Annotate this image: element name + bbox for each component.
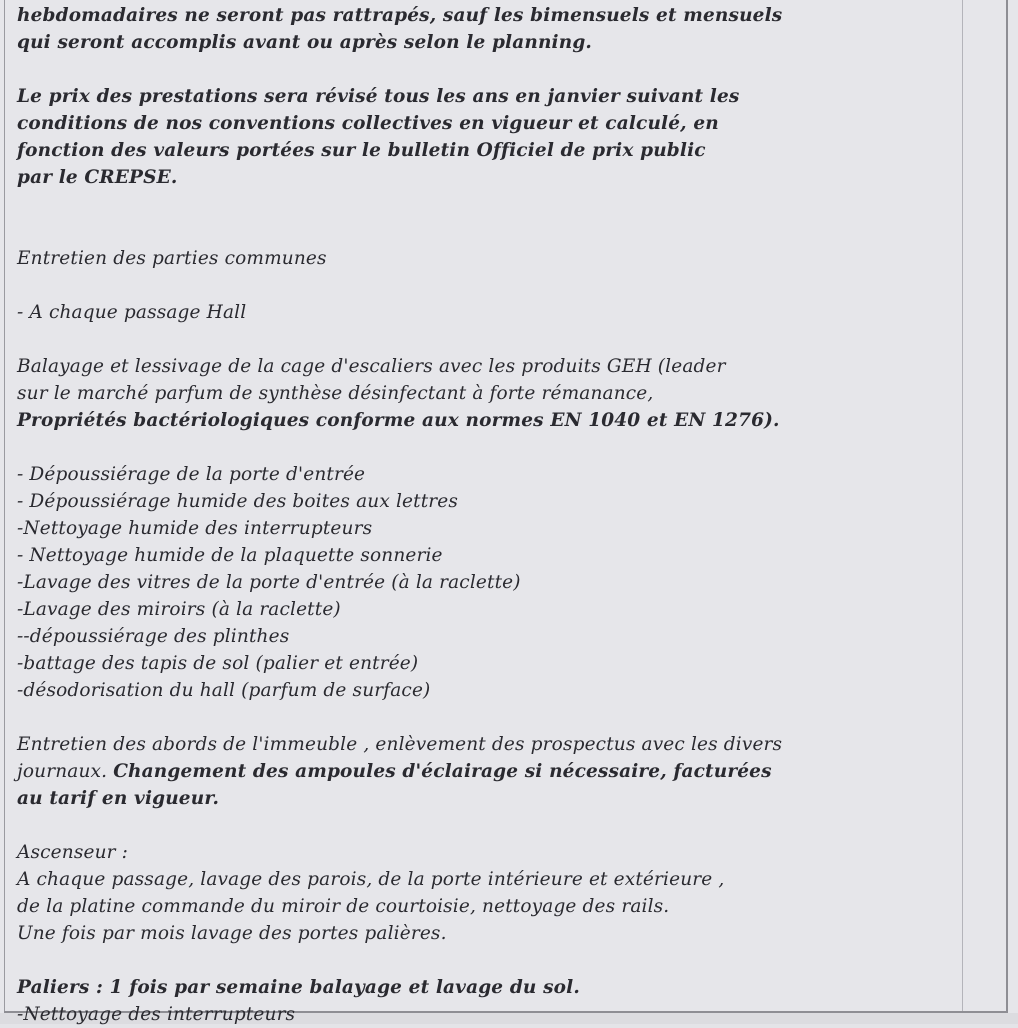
text-line: Propriétés bactériologiques conforme aux normes EN 1040 et EN 1276). — [17, 410, 780, 431]
paragraph-intro — [17, 2, 957, 56]
text-line: qui seront accomplis avant ou après selon le planning. — [17, 32, 593, 53]
text-fragment-bold: Changement des ampoules d'éclairage si nécessaire, facturées — [113, 761, 772, 782]
paragraph-sweeping — [17, 353, 957, 434]
text-line: hebdomadaires ne seront pas rattrapés, sauf les bimensuels et mensuels — [17, 5, 783, 26]
list-item: -Lavage des vitres de la porte d'entrée (à la raclette) — [17, 572, 521, 593]
text-line: -Nettoyage des interrupteurs — [17, 1004, 296, 1025]
spacer — [17, 191, 957, 245]
subheading-hall: - A chaque passage Hall — [17, 302, 247, 323]
frame-right-inner-border — [962, 0, 963, 1012]
spacer — [17, 812, 957, 839]
text-line: sur le marché parfum de synthèse désinfectant à forte rémanance, — [17, 383, 654, 404]
section-heading-elevator: Ascenseur : — [17, 842, 129, 863]
text-line: Une fois par mois lavage des portes palières. — [17, 923, 447, 944]
text-line: A chaque passage, lavage des parois, de la porte intérieure et extérieure , — [17, 869, 725, 890]
section-heading-common-areas: Entretien des parties communes — [17, 248, 327, 269]
spacer — [17, 947, 957, 974]
spacer — [17, 434, 957, 461]
text-line: Le prix des prestations sera révisé tous les ans en janvier suivant les — [17, 86, 740, 107]
frame-right-outer-border — [1006, 0, 1008, 1012]
list-item: --dépoussiérage des plinthes — [17, 626, 290, 647]
task-list — [17, 461, 957, 704]
section-elevator — [17, 839, 957, 947]
spacer — [17, 704, 957, 731]
section-landings — [17, 974, 957, 1028]
list-item: -battage des tapis de sol (palier et entrée) — [17, 653, 419, 674]
section-heading-landings: Paliers : 1 fois par semaine balayage et lavage du sol. — [17, 977, 580, 998]
document-body — [17, 2, 957, 1028]
list-item: - Nettoyage humide de la plaquette sonnerie — [17, 545, 443, 566]
list-item: -désodorisation du hall (parfum de surface) — [17, 680, 431, 701]
list-item: -Lavage des miroirs (à la raclette) — [17, 599, 341, 620]
spacer — [17, 326, 957, 353]
text-line: par le CREPSE. — [17, 167, 178, 188]
paragraph-surroundings — [17, 731, 957, 812]
text-line: au tarif en vigueur. — [17, 788, 220, 809]
spacer — [17, 272, 957, 299]
list-item: -Nettoyage humide des interrupteurs — [17, 518, 373, 539]
text-fragment: journaux. — [17, 761, 114, 782]
spacer — [17, 56, 957, 83]
text-line: Entretien des abords de l'immeuble , enlèvement des prospectus avec les divers — [17, 734, 783, 755]
text-line: conditions de nos conventions collectives en vigueur et calculé, en — [17, 113, 719, 134]
text-line: fonction des valeurs portées sur le bulletin Officiel de prix public — [17, 140, 706, 161]
text-line: Balayage et lessivage de la cage d'escaliers avec les produits GEH (leader — [17, 356, 726, 377]
text-line: de la platine commande du miroir de courtoisie, nettoyage des rails. — [17, 896, 670, 917]
frame-left-border — [4, 0, 5, 1012]
list-item: - Dépoussiérage de la porte d'entrée — [17, 464, 366, 485]
text-line — [17, 758, 957, 785]
list-item: - Dépoussiérage humide des boites aux lettres — [17, 491, 459, 512]
paragraph-price — [17, 83, 957, 191]
